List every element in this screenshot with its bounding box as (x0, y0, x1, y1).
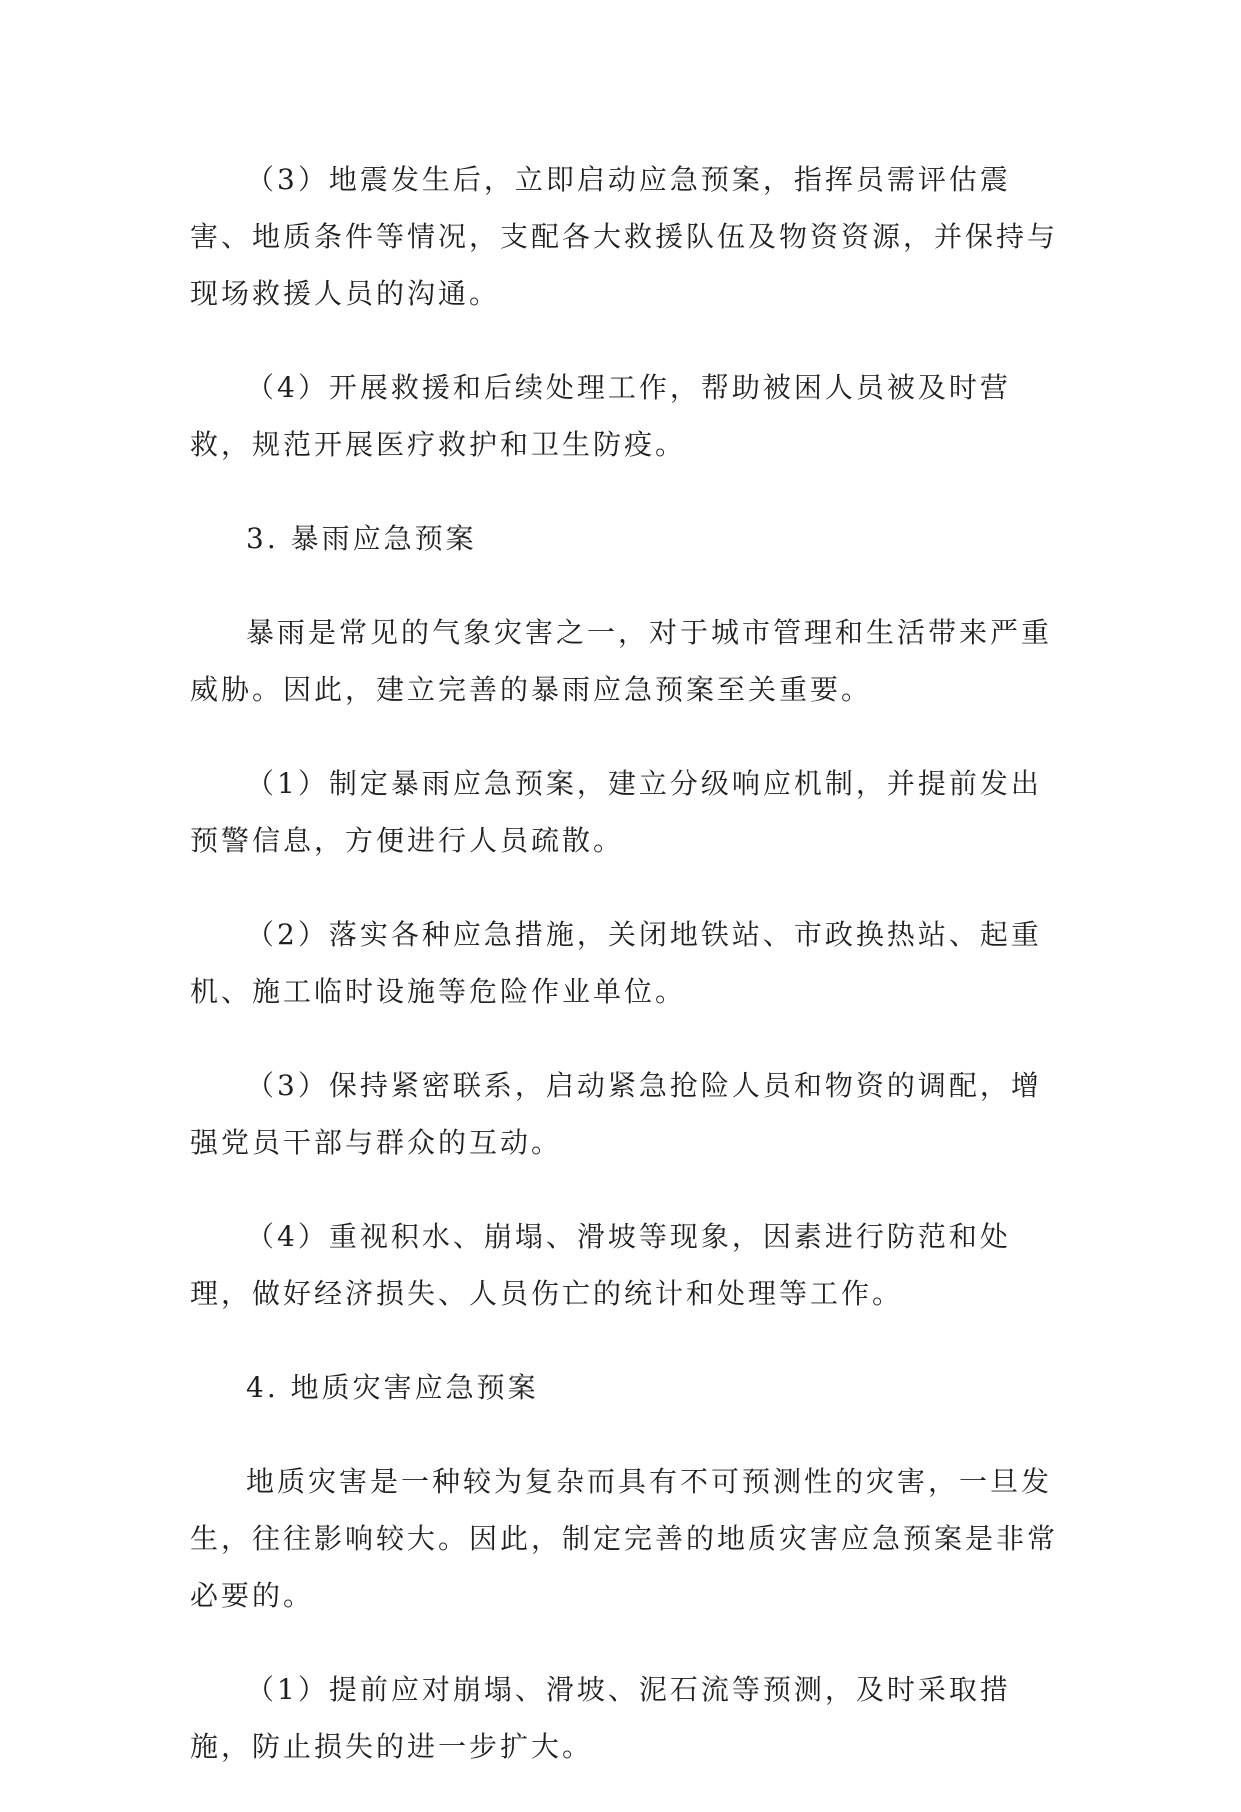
document-body (190, 151, 1070, 1812)
paragraph-rainstorm-step-2: （2）落实各种应急措施，关闭地铁站、市政换热站、起重机、施工临时设施等危险作业单位。 (190, 918, 1042, 1008)
paragraph-geological-intro: 地质灾害是一种较为复杂而具有不可预测性的灾害，一旦发生，往往影响较大。因此，制定完善的地质灾害应急预案是非常必要的。 (190, 1465, 1059, 1612)
section-heading-rainstorm: 3. 暴雨应急预案 (246, 522, 477, 555)
paragraph-earthquake-step-4: （4）开展救援和后续处理工作，帮助被困人员被及时营救，规范开展医疗救护和卫生防疫。 (190, 371, 1011, 461)
section-heading-geological: 4. 地质灾害应急预案 (246, 1371, 539, 1404)
paragraph-earthquake-step-3: （3）地震发生后，立即启动应急预案，指挥员需评估震害、地质条件等情况，支配各大救援队伍及物资资源，并保持与现场救援人员的沟通。 (190, 163, 1059, 310)
paragraph-rainstorm-step-4: （4）重视积水、崩塌、滑坡等现象，因素进行防范和处理，做好经济损失、人员伤亡的统计和处理等工作。 (190, 1220, 1011, 1310)
paragraph-rainstorm-step-3: （3）保持紧密联系，启动紧急抢险人员和物资的调配，增强党员干部与群众的互动。 (190, 1069, 1042, 1159)
paragraph-geological-step-1: （1）提前应对崩塌、滑坡、泥石流等预测，及时采取措施，防止损失的进一步扩大。 (190, 1673, 1011, 1763)
paragraph-rainstorm-step-1: （1）制定暴雨应急预案，建立分级响应机制，并提前发出预警信息，方便进行人员疏散。 (190, 767, 1042, 857)
paragraph-rainstorm-intro: 暴雨是常见的气象灾害之一，对于城市管理和生活带来严重威胁。因此，建立完善的暴雨应急预案至关重要。 (190, 616, 1053, 706)
